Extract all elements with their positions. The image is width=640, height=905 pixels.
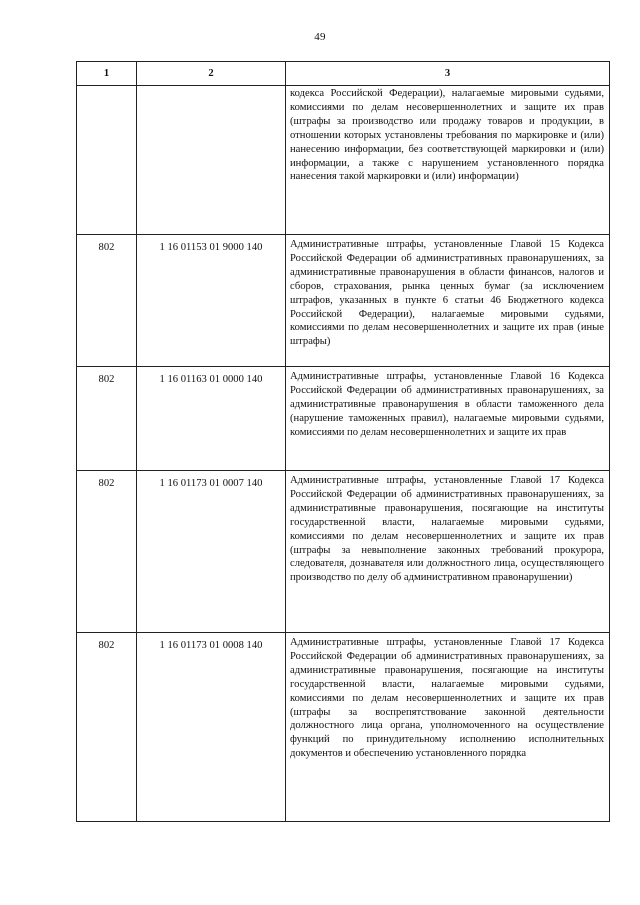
admin-code-cell: 802 xyxy=(77,235,137,367)
column-header-3: 3 xyxy=(286,62,610,86)
description-cell: Административные штрафы, установленные Главой 17 Кодекса Российской Федерации об административных правонарушениях, за административные правонарушения, посягающие на институты государственной власти, налагаемые мировыми судьями, комиссиями по делам несовершеннолетних и защите их прав (штрафы за невыполнение законных требований прокурора, следователя, дознавателя или должностного лица, осуществляющего производство по делу об административном правонарушении) xyxy=(286,471,610,633)
admin-code-cell: 802 xyxy=(77,633,137,822)
table-row xyxy=(77,367,610,471)
column-header-1: 1 xyxy=(77,62,137,86)
admin-code-cell xyxy=(77,86,137,235)
table-row xyxy=(77,86,610,235)
budget-code-cell: 1 16 01153 01 9000 140 xyxy=(137,235,286,367)
table-row xyxy=(77,235,610,367)
budget-code-table xyxy=(76,61,610,822)
description-cell: Административные штрафы, установленные Главой 15 Кодекса Российской Федерации об административных правонарушениях, за административные правонарушения в области финансов, налогов и сборов, страхования, рынка ценных бумаг (за исключением штрафов, указанных в пункте 6 статьи 46 Бюджетного кодекса Российской Федерации), налагаемые мировыми судьями, комиссиями по делам несовершеннолетних и защите их прав (иные штрафы) xyxy=(286,235,610,367)
column-header-2: 2 xyxy=(137,62,286,86)
page-number: 49 xyxy=(314,31,326,43)
table-header-row xyxy=(77,62,610,86)
description-cell: кодекса Российской Федерации), налагаемые мировыми судьями, комиссиями по делам несовершеннолетних и защите их прав (штрафы за производство или продажу товаров и продукции, в отношении которых установлены требования по маркировке и (или) нанесению информации, без соответствующей маркировки и (или) информации, а также с нарушением установленного порядка нанесения такой маркировки и (или) информации) xyxy=(286,86,610,235)
budget-code-cell: 1 16 01173 01 0007 140 xyxy=(137,471,286,633)
table-row xyxy=(77,471,610,633)
budget-code-cell: 1 16 01163 01 0000 140 xyxy=(137,367,286,471)
budget-code-cell: 1 16 01173 01 0008 140 xyxy=(137,633,286,822)
admin-code-cell: 802 xyxy=(77,367,137,471)
description-cell: Административные штрафы, установленные Главой 16 Кодекса Российской Федерации об административных правонарушениях, за административные правонарушения в области таможенного дела (нарушение таможенных правил), налагаемые мировыми судьями, комиссиями по делам несовершеннолетних и защите их прав xyxy=(286,367,610,471)
table-row xyxy=(77,633,610,822)
admin-code-cell: 802 xyxy=(77,471,137,633)
budget-code-cell xyxy=(137,86,286,235)
description-cell: Административные штрафы, установленные Главой 17 Кодекса Российской Федерации об административных правонарушениях, за административные правонарушения, посягающие на институты государственной власти, налагаемые мировыми судьями, комиссиями по делам несовершеннолетних и защите их прав (штрафы за воспрепятствование законной деятельности должностного лица органа, уполномоченного на осуществление функций по принудительному исполнению исполнительных документов и обеспечению установленного порядка xyxy=(286,633,610,822)
